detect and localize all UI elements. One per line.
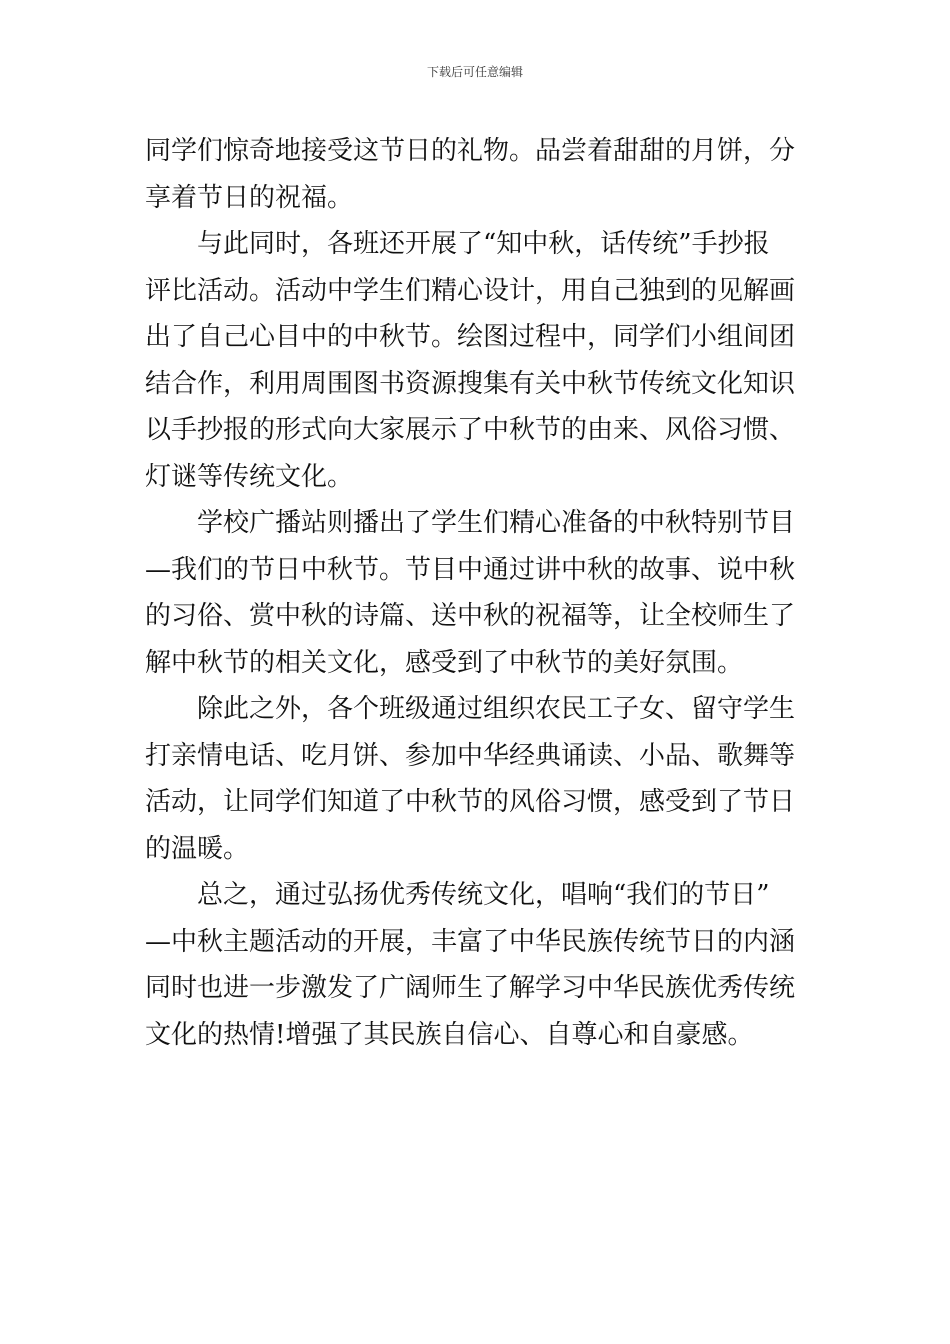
text-line: 灯谜等传统文化。 — [145, 461, 354, 492]
page-header: 下载后可任意编辑 — [426, 65, 523, 79]
text-line: 除此之外，各个班级通过组织农民工子女、留守学生 — [197, 694, 796, 724]
text-line: 同时也进一步激发了广阔师生了解学习中华民族优秀传统 — [145, 973, 796, 1003]
text-line: —我们的节日中秋节。节目中通过讲中秋的故事、说中秋 — [145, 554, 796, 585]
text-line: 学校广播站则播出了学生们精心准备的中秋特别节目 — [197, 508, 796, 538]
text-line: 结合作，利用周围图书资源搜集有关中秋节传统文化知识 — [145, 368, 796, 399]
document-body — [145, 128, 810, 1058]
text-line: 评比活动。活动中学生们精心设计，用自己独到的见解画 — [145, 275, 796, 306]
text-line: 的温暖。 — [145, 833, 250, 864]
text-line: 同学们惊奇地接受这节日的礼物。品尝着甜甜的月饼，分 — [145, 136, 796, 166]
text-line: 解中秋节的相关文化，感受到了中秋节的美好氛围。 — [145, 647, 744, 678]
text-line: 出了自己心目中的中秋节。绘图过程中，同学们小组间团 — [145, 322, 796, 352]
text-line: 的习俗、赏中秋的诗篇、送中秋的祝福等，让全校师生了 — [145, 601, 796, 631]
text-line: 以手抄报的形式向大家展示了中秋节的由来、风俗习惯、 — [145, 415, 796, 445]
text-line: 打亲情电话、吃月饼、参加中华经典诵读、小品、歌舞等 — [145, 740, 796, 771]
text-line: 与此同时，各班还开展了“知中秋，话传统”手抄报 — [197, 229, 770, 259]
text-line: 文化的热情!增强了其民族自信心、自尊心和自豪感。 — [145, 1019, 754, 1050]
text-line: 享着节日的祝福。 — [145, 182, 354, 213]
text-line: —中秋主题活动的开展，丰富了中华民族传统节日的内涵 — [145, 926, 796, 957]
text-line: 总之，通过弘扬优秀传统文化，唱响“我们的节日” — [197, 880, 770, 910]
text-line: 活动，让同学们知道了中秋节的风俗习惯，感受到了节日 — [145, 787, 796, 817]
